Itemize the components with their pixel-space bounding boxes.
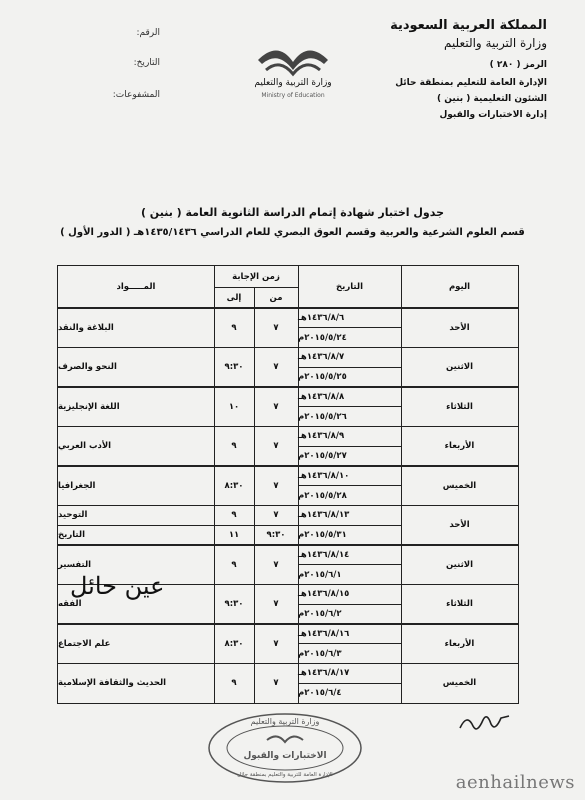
subject-cell: النحو والصرف [58, 362, 117, 373]
label-date: التاريخ: [133, 58, 160, 68]
subject-cell: الحديث والثقافة الإسلامية [58, 678, 167, 689]
department-affairs: الشئون التعليمية ( بنين ) [437, 94, 547, 104]
hijri-date-cell: ١٤٣٦/٨/٩هـ [298, 431, 345, 442]
time-from-cell: ٧ [273, 362, 279, 373]
subject-cell: التوحيد [58, 510, 88, 521]
page-title: جدول اختبار شهادة إتمام الدراسة الثانوية العامة ( بنين ) [140, 206, 445, 219]
day-cell: الأحد [449, 322, 470, 333]
time-to-cell: ٨:٣٠ [224, 480, 244, 491]
gregorian-date-cell: ٢٠١٥/٥/٣١م [298, 530, 347, 541]
time-to-cell: ٩ [231, 678, 237, 689]
logo-text-ar: وزارة التربية والتعليم [254, 78, 332, 88]
hijri-date-cell: ١٤٣٦/٨/١٥هـ [298, 589, 350, 600]
official-stamp [205, 710, 365, 786]
subject-cell: الأدب العربي [58, 441, 112, 452]
day-cell: الاثنين [445, 559, 474, 570]
subject-cell: الجغرافيا [58, 480, 96, 491]
day-cell: الخميس [442, 678, 477, 689]
subject-cell: علم الاجتماع [58, 638, 111, 649]
time-from-cell: ٧ [273, 638, 279, 649]
day-cell: الاثنين [445, 362, 474, 373]
document-code: الرمز ( ٢٨٠ ) [489, 60, 547, 70]
page-subtitle: قسم العلوم الشرعية والعربية وقسم العوق البصري للعام الدراسي ١٤٣٥/١٤٣٦هـ ( الدور الأول ) [60, 227, 525, 238]
label-attachments: المشفوعات: [112, 90, 160, 100]
signature [455, 708, 515, 738]
gregorian-date-cell: ٢٠١٥/٦/٤م [298, 688, 342, 699]
header-answer-time: زمن الإجابة [232, 271, 280, 282]
time-from-cell: ٧ [273, 441, 279, 452]
open-book-icon [238, 30, 348, 120]
hijri-date-cell: ١٤٣٦/٨/١٣هـ [298, 510, 350, 521]
header-from: من [269, 292, 283, 303]
gregorian-date-cell: ٢٠١٥/٥/٢٤م [298, 332, 347, 343]
kingdom-name: المملكة العربية السعودية [390, 18, 547, 33]
subject-cell: البلاغة والنقد [58, 322, 114, 333]
stamp-middle-text: الاختبارات والقبول [243, 751, 327, 761]
day-cell: الثلاثاء [446, 599, 473, 610]
subject-cell: الفقه [58, 599, 82, 610]
department-exams: إدارة الاختبارات والقبول [439, 110, 547, 120]
subject-cell: اللغة الإنجليزية [58, 401, 120, 412]
time-from-cell: ٧ [273, 559, 279, 570]
stamp-bottom-text: الإدارة العامة للتربية والتعليم بمنطقة حائل [237, 772, 333, 778]
gregorian-date-cell: ٢٠١٥/٥/٢٥م [298, 372, 347, 383]
hijri-date-cell: ١٤٣٦/٨/٨هـ [298, 391, 345, 402]
time-to-cell: ٩:٣٠ [224, 599, 244, 610]
subject-cell: التفسير [58, 559, 92, 570]
gregorian-date-cell: ٢٠١٥/٦/٣م [298, 648, 342, 659]
time-to-cell: ١٠ [228, 401, 240, 412]
gregorian-date-cell: ٢٠١٥/٥/٢٦م [298, 411, 347, 422]
day-cell: الأحد [449, 520, 470, 531]
time-to-cell: ٨:٣٠ [224, 638, 244, 649]
time-to-cell: ٩ [231, 559, 237, 570]
time-from-cell: ٧ [273, 401, 279, 412]
time-to-cell: ٩:٣٠ [224, 362, 244, 373]
time-from-cell: ٩:٣٠ [266, 530, 286, 541]
day-cell: الأربعاء [444, 441, 475, 452]
header-to: إلى [226, 292, 242, 303]
logo-text-en: Ministry of Education [261, 92, 325, 99]
time-from-cell: ٧ [273, 510, 279, 521]
label-number: الرقم: [136, 28, 160, 38]
time-to-cell: ١١ [228, 530, 240, 541]
hijri-date-cell: ١٤٣٦/٨/١٦هـ [298, 628, 350, 639]
header-day: اليوم [448, 282, 471, 292]
day-cell: الأربعاء [444, 638, 475, 649]
gregorian-date-cell: ٢٠١٥/٥/٢٨م [298, 490, 347, 501]
time-to-cell: ٩ [231, 441, 237, 452]
gregorian-date-cell: ٢٠١٥/٥/٢٧م [298, 451, 347, 462]
hijri-date-cell: ١٤٣٦/٨/٦هـ [298, 312, 345, 323]
time-from-cell: ٧ [273, 322, 279, 333]
header-subjects: المـــــواد [116, 282, 156, 292]
hijri-date-cell: ١٤٣٦/٨/١٧هـ [298, 668, 350, 679]
hijri-date-cell: ١٤٣٦/٨/١٠هـ [298, 470, 350, 481]
gregorian-date-cell: ٢٠١٥/٦/٢م [298, 609, 342, 620]
site-watermark: aenhailnews [455, 772, 575, 793]
exam-schedule-table [57, 265, 519, 704]
time-from-cell: ٧ [273, 480, 279, 491]
subject-cell: التاريخ [58, 530, 85, 541]
handwritten-watermark: عين حائل [70, 572, 165, 600]
hijri-date-cell: ١٤٣٦/٨/٧هـ [298, 352, 345, 363]
day-cell: الثلاثاء [446, 401, 473, 412]
gregorian-date-cell: ٢٠١٥/٦/١م [298, 569, 342, 580]
time-from-cell: ٧ [273, 599, 279, 610]
time-to-cell: ٩ [231, 510, 237, 521]
day-cell: الخميس [442, 480, 477, 491]
hijri-date-cell: ١٤٣٦/٨/١٤هـ [298, 549, 350, 560]
department-general: الإدارة العامة للتعليم بمنطقة حائل [395, 78, 547, 88]
time-from-cell: ٧ [273, 678, 279, 689]
ministry-name: وزارة التربية والتعليم [443, 36, 547, 50]
time-to-cell: ٩ [231, 322, 237, 333]
stamp-top-text: وزارة التربية والتعليم [250, 717, 320, 726]
header-date: التاريخ [336, 282, 363, 292]
